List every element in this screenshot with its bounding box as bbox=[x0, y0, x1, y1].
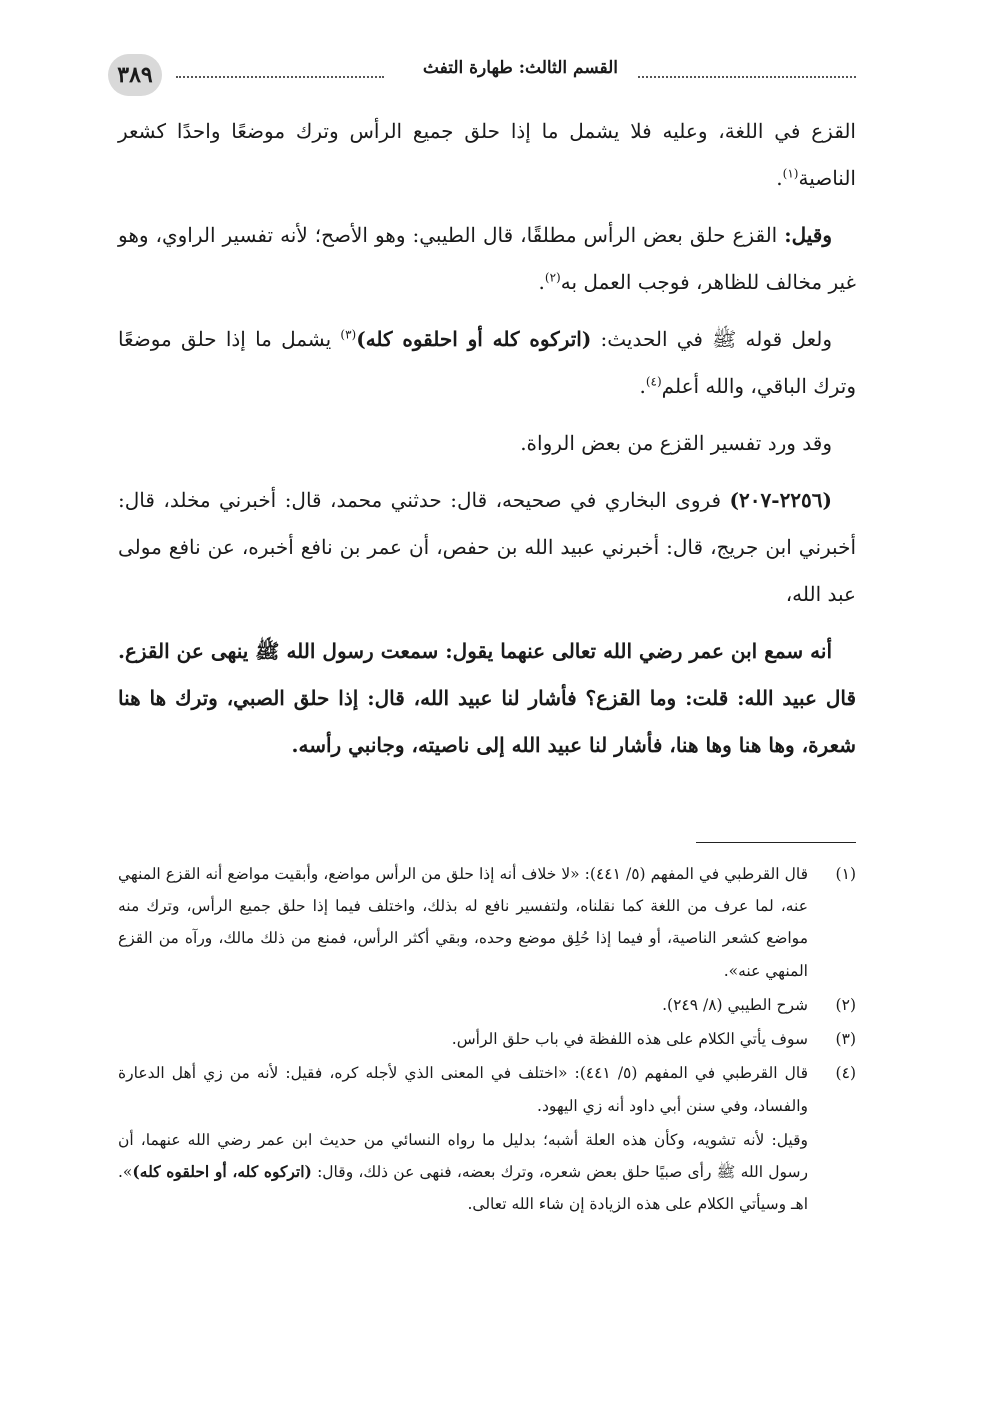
paragraph-4: وقد ورد تفسير القزع من بعض الرواة. bbox=[520, 431, 832, 455]
header-dots-left bbox=[176, 76, 384, 78]
footnote-separator bbox=[696, 842, 856, 843]
footnote-1: (١) قال القرطبي في المفهم (٥/ ٤٤١): «لا خلاف أنه إذا حلق من الرأس مواضع، وأبقيت مواضع أنه القزع المنهي عنه، لما عرف من اللغة كما نقلناه، ولتفسير نافع له بذلك، واختلف فيما إذا حلق جميع الرأس، وترك منه مواضع كشعر الناصية، أو فيما إذا حُلِق موضع وحده، وبقي أكثر الرأس، فمنع من ذلك مالك، ورآه من القزع المنهي عنه». bbox=[118, 865, 856, 980]
footnotes bbox=[118, 858, 856, 1221]
paragraph-3: ولعل قوله ﷺ في الحديث: (اتركوه كله أو احلقوه كله)$^{(٣)}$ يشمل ما إذا حلق موضعًا وترك الباقي، والله أعلم$^{(٤)}$. bbox=[118, 327, 856, 398]
footnote-ref-4: (٤) bbox=[645, 374, 662, 389]
paragraph-2: وقيل: القزع حلق بعض الرأس مطلقًا، قال الطيبي: وهو الأصح؛ لأنه تفسير الراوي، وهو غير مخالف للظاهر، فوجب العمل به$^{(٢)}$. bbox=[118, 223, 856, 294]
page-header bbox=[108, 54, 856, 96]
page-number: ٣٨٩ bbox=[108, 54, 162, 96]
footnote-4-continuation: وقيل: لأنه تشويه، وكأن هذه العلة أشبه؛ بدليل ما رواه النسائي من حديث ابن عمر رضي الله عنهما، أن رسول الله ﷺ رأى صبيًا حلق بعض شعره، وترك بعضه، فنهى عن ذلك، وقال: (اتركوه كله، أو احلقوه كله)». اهـ وسيأتي الكلام على هذه الزيادة إن شاء الله تعالى. bbox=[118, 1130, 808, 1214]
footnote-3: (٣) سوف يأتي الكلام على هذه اللفظة في باب حلق الرأس. bbox=[451, 1030, 856, 1049]
footnote-ref-2: (٢) bbox=[544, 270, 561, 285]
hadith-text: أنه سمع ابن عمر رضي الله تعالى عنهما يقول: سمعت رسول الله ﷺ ينهى عن القزع. قال عبيد الله: قلت: وما القزع؟ فأشار لنا عبيد الله، قال: إذا حلق الصبي، وترك ها هنا شعرة، وها هنا وها هنا، فأشار لنا عبيد الله إلى ناصيته، وجانبي رأسه. bbox=[118, 639, 856, 757]
footnote-2: (٢) شرح الطيبي (٨/ ٢٤٩). bbox=[662, 995, 856, 1014]
header-dots-right bbox=[638, 76, 856, 78]
main-text bbox=[118, 108, 856, 779]
running-title: القسم الثالث: طهارة التفث bbox=[422, 58, 618, 78]
paragraph-1: القزع في اللغة، وعليه فلا يشمل ما إذا حلق جميع الرأس وترك موضعًا واحدًا كشعر الناصية$^{(١)}$. bbox=[118, 119, 856, 190]
footnote-ref-3: (٣) bbox=[340, 327, 357, 342]
footnote-4: (٤) قال القرطبي في المفهم (٥/ ٤٤١): «اختلف في المعنى الذي لأجله كره، فقيل: لأنه من زي أهل الدعارة والفساد، وفي سنن أبي داود أنه زي اليهود. bbox=[118, 1064, 856, 1115]
footnote-ref-1: (١) bbox=[782, 166, 799, 181]
paragraph-5: (٢٢٥٦-٢٠٧) فروى البخاري في صحيحه، قال: حدثني محمد، قال: أخبرني مخلد، قال: أخبرني ابن جريج، قال: أخبرني عبيد الله بن حفص، أن عمر بن نافع أخبره، عن نافع مولى عبد الله، bbox=[118, 488, 856, 606]
